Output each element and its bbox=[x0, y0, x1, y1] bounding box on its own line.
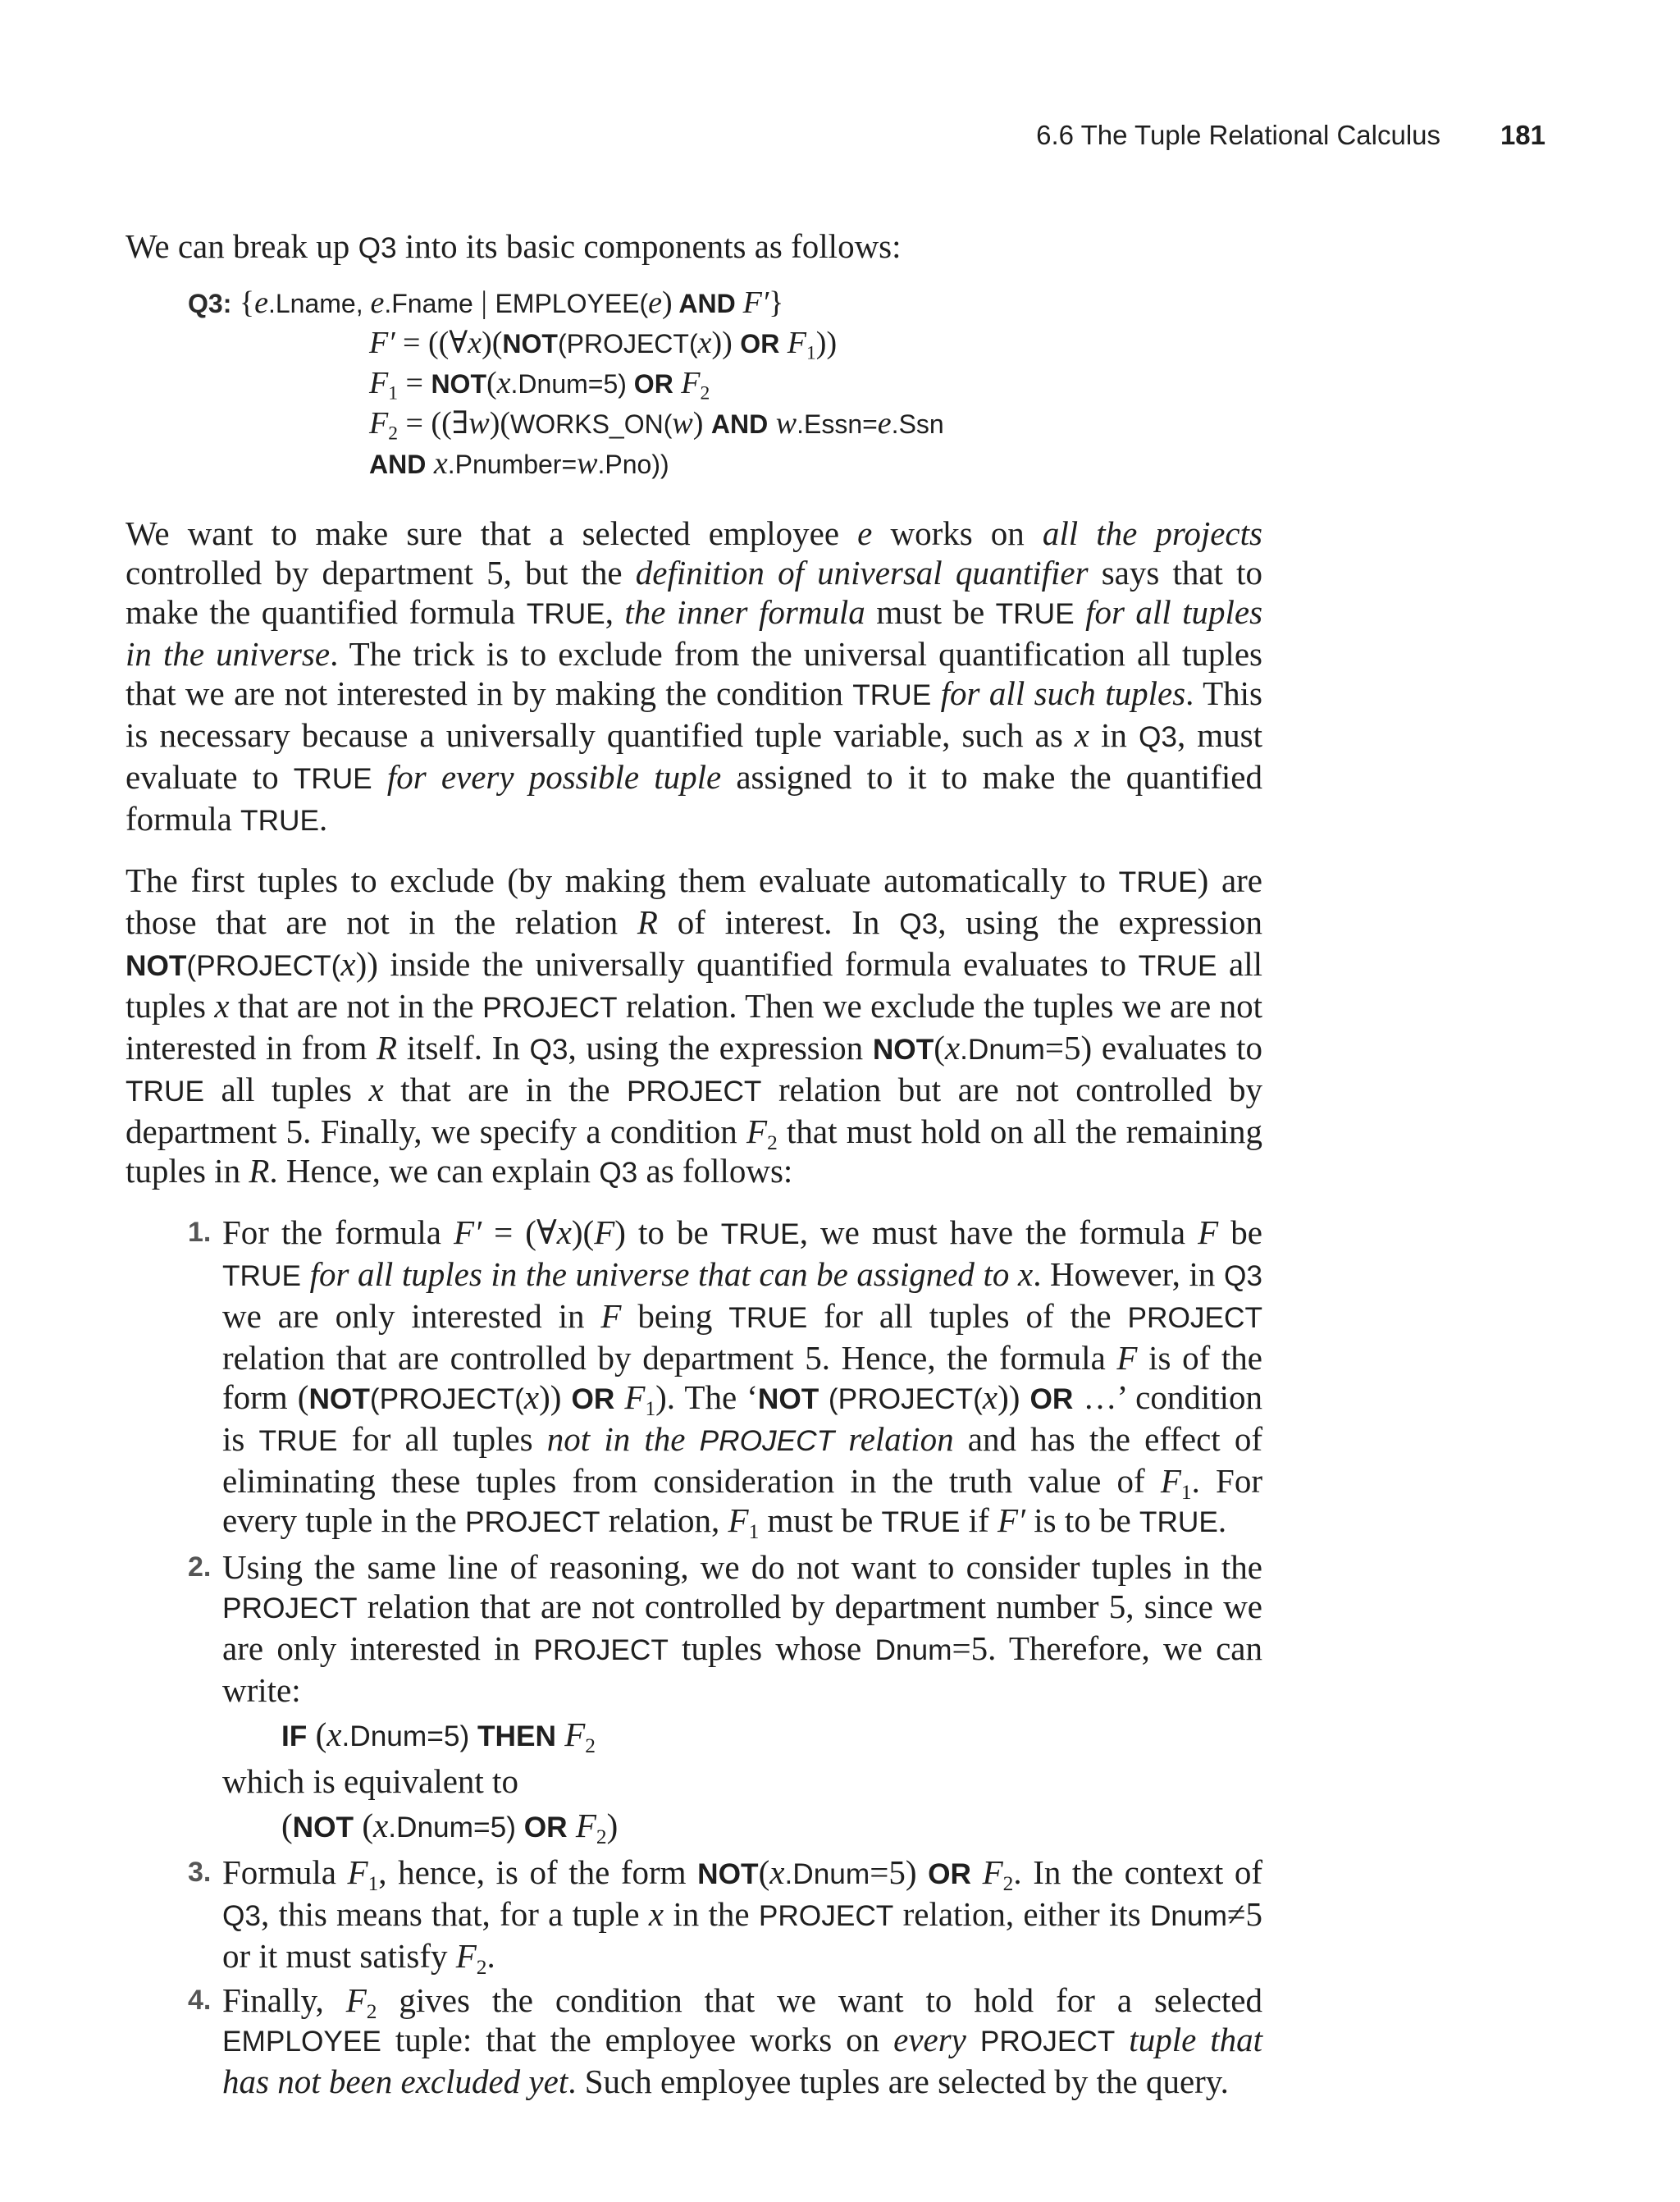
formula-not-or: (NOT (x.Dnum=5) OR $F_2$) bbox=[281, 1807, 619, 1849]
equivalence-text: which is equivalent to bbox=[222, 1762, 518, 1800]
page-header bbox=[0, 120, 1680, 161]
query-line-2: F′ = ((∀x)(NOT(PROJECT(x)) OR $F_1$)) bbox=[369, 326, 838, 364]
query-line-1: Q3: {e.Lname, e.Fname | EMPLOYEE(e) AND F′} bbox=[188, 286, 784, 320]
list-item: 3. Formula $F_1$, hence, is of the form NOT(x.Dnum=5) OR $F_2$. In the context of Q3, this means that, for a tuple x in the PROJECT relation, either its Dnum≠5 or it must satisfy $F_2$. bbox=[188, 1853, 1263, 1980]
query-line-5: AND x.Pnumber=w.Pno)) bbox=[369, 446, 669, 481]
explanation-list bbox=[126, 1213, 1262, 2101]
list-item: 1. For the formula F′ = (∀x)(F) to be TRUE, we must have the formula F be TRUE for all tuples in the universe that can be assigned to x. However, in Q3 we are only interested in F being TRUE for all tuples of the PROJECT relation that are controlled by department 5. Hence, the formula F is of the form (NOT(PROJECT(x)) OR $F_1$). The ‘NOT (PROJECT(x)) OR …’ condition is TRUE for all tuples not in the PROJECT relation and has the effect of eliminating these tuples from consideration in the truth value of $F_1$. For every tuple in the PROJECT relation, $F_1$ must be TRUE if F′ is to be TRUE. bbox=[188, 1213, 1263, 1544]
list-item: 2. Using the same line of reasoning, we do not want to consider tuples in the PROJECT relation that are not controlled by department number 5, since we are only interested in PROJECT tuples whose Dnum=5. Therefore, we can write: IF (x.Dnum=5) THEN $F_2$ which is equivalent to (NOT (x.Dnum=5) OR $F_2$) bbox=[188, 1548, 1263, 1849]
running-title: 6.6 The Tuple Relational Calculus bbox=[1036, 120, 1440, 150]
query-label: Q3: bbox=[188, 289, 232, 318]
list-number: 1. bbox=[188, 1217, 212, 1248]
list-item: 4. Finally, $F_2$ gives the condition that we want to hold for a selected EMPLOYEE tuple: that the employee works on every PROJECT tuple that has not been excluded yet. Such employee tuples are selected by the query. bbox=[188, 1981, 1263, 2100]
page-content bbox=[126, 226, 1262, 2101]
query-line-3: $F_1$ = NOT(x.Dnum=5) OR $F_2$ bbox=[369, 366, 710, 404]
formula-if-then: IF (x.Dnum=5) THEN $F_2$ bbox=[281, 1715, 596, 1758]
query-q3-block bbox=[126, 283, 1262, 484]
list-number: 4. bbox=[188, 1985, 212, 2016]
intro-sentence: We can break up Q3 into its basic components as follows: bbox=[126, 227, 902, 265]
paragraph-2: The first tuples to exclude (by making them evaluate automatically to TRUE) are those that are not in the relation R of interest. In Q3, using the expression NOT(PROJECT(x)) inside the universally quantified formula evaluates to TRUE all tuples x that are not in the PROJECT relation. Then we exclude the tuples we are not interested in from R itself. In Q3, using the expression NOT(x.Dnum=5) evaluates to TRUE all tuples x that are in the PROJECT relation but are not controlled by department 5. Finally, we specify a condition $F_2$ that must hold on all the remaining tuples in R. Hence, we can explain Q3 as follows: bbox=[126, 861, 1263, 1190]
list-number: 2. bbox=[188, 1551, 212, 1583]
query-line-4: $F_2$ = ((∃w)(WORKS_ON(w) AND w.Essn=e.Ssn bbox=[369, 406, 944, 445]
paragraph-1: We want to make sure that a selected employee e works on all the projects controlled by department 5, but the definition of universal quantifier says that to make the quantified formula TRUE, the inner formula must be TRUE for all tuples in the universe. The trick is to exclude from the universal quantification all tuples that we are not interested in by making the condition TRUE for all such tuples. This is necessary because a universally quantified tuple variable, such as x in Q3, must evaluate to TRUE for every possible tuple assigned to it to make the quantified formula TRUE. bbox=[126, 514, 1263, 838]
page-number: 181 bbox=[1500, 120, 1545, 150]
list-number: 3. bbox=[188, 1857, 212, 1888]
